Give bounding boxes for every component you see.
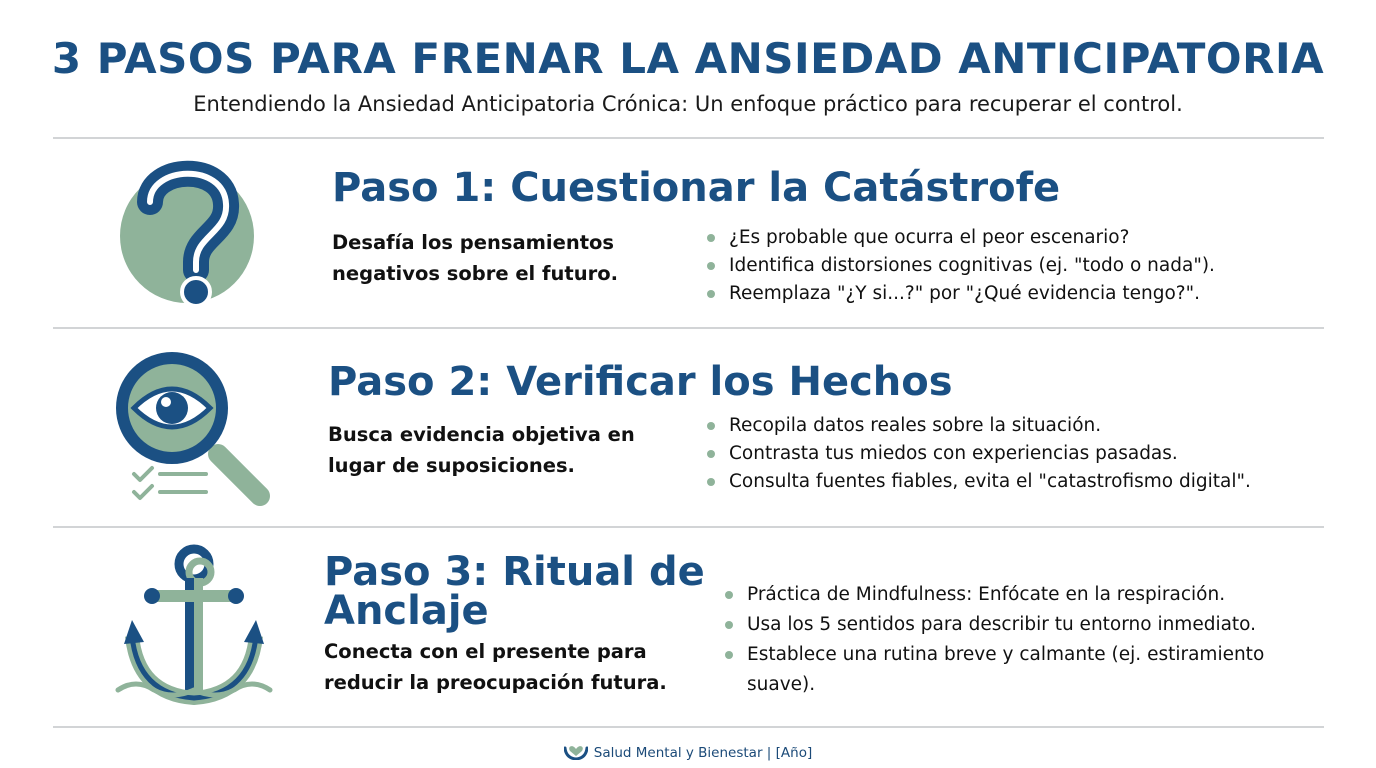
step-1-bullet-list — [707, 224, 1215, 308]
list-item: Contrasta tus miedos con experiencias pasadas. — [707, 440, 1251, 468]
bullet-dot-icon — [725, 591, 733, 599]
bullet-dot-icon — [707, 234, 715, 242]
step-2-description-line: lugar de suposiciones. — [328, 454, 575, 477]
bullet-dot-icon — [707, 422, 715, 430]
bullet-dot-icon — [707, 450, 715, 458]
bullet-dot-icon — [707, 290, 715, 298]
list-item: Reemplaza "¿Y si...?" por "¿Qué evidencia tengo?". — [707, 280, 1215, 308]
divider — [53, 726, 1324, 728]
anchor-icon — [114, 544, 276, 712]
footer — [0, 740, 1376, 765]
list-item: Establece una rutina breve y calmante (ej. estiramiento suave). — [725, 640, 1305, 700]
hands-heart-icon — [564, 740, 588, 765]
step-2-description — [328, 419, 635, 481]
step-2-description-line: Busca evidencia objetiva en — [328, 423, 635, 446]
step-1-description-line: Desafía los pensamientos — [332, 231, 615, 254]
list-item: ¿Es probable que ocurra el peor escenario? — [707, 224, 1215, 252]
step-3-heading-line: Anclaje — [324, 588, 489, 634]
step-2-bullet-list — [707, 412, 1251, 496]
page-title: 3 PASOS PARA FRENAR LA ANSIEDAD ANTICIPATORIA — [51, 34, 1325, 83]
bullet-dot-icon — [707, 478, 715, 486]
bullet-dot-icon — [707, 262, 715, 270]
step-1-description-line: negativos sobre el futuro. — [332, 262, 619, 285]
divider — [53, 137, 1324, 139]
step-2-heading: Paso 2: Verificar los Hechos — [328, 359, 953, 405]
list-item: Práctica de Mindfulness: Enfócate en la respiración. — [725, 580, 1305, 610]
footer-text: Salud Mental y Bienestar | [Año] — [593, 744, 813, 761]
list-item: Identifica distorsiones cognitivas (ej. "todo o nada"). — [707, 252, 1215, 280]
step-3-description — [324, 636, 667, 698]
list-item: Recopila datos reales sobre la situación. — [707, 412, 1251, 440]
list-item: Usa los 5 sentidos para describir tu entorno inmediato. — [725, 610, 1305, 640]
step-3-heading — [324, 549, 705, 634]
question-mark-icon — [116, 152, 258, 314]
divider — [53, 327, 1324, 329]
bullet-dot-icon — [725, 621, 733, 629]
step-3-description-line: reducir la preocupación futura. — [324, 671, 667, 694]
magnifying-glass-eye-icon — [114, 350, 276, 508]
step-1-description — [332, 227, 618, 289]
divider — [53, 526, 1324, 528]
step-3-bullet-list — [725, 580, 1305, 700]
step-1-heading: Paso 1: Cuestionar la Catástrofe — [332, 165, 1061, 211]
list-item: Consulta fuentes fiables, evita el "catastrofismo digital". — [707, 468, 1251, 496]
bullet-dot-icon — [725, 651, 733, 659]
step-3-heading-line: Paso 3: Ritual de — [324, 549, 705, 595]
step-3-description-line: Conecta con el presente para — [324, 640, 647, 663]
page-subtitle: Entendiendo la Ansiedad Anticipatoria Crónica: Un enfoque práctico para recuperar el control. — [193, 92, 1183, 116]
